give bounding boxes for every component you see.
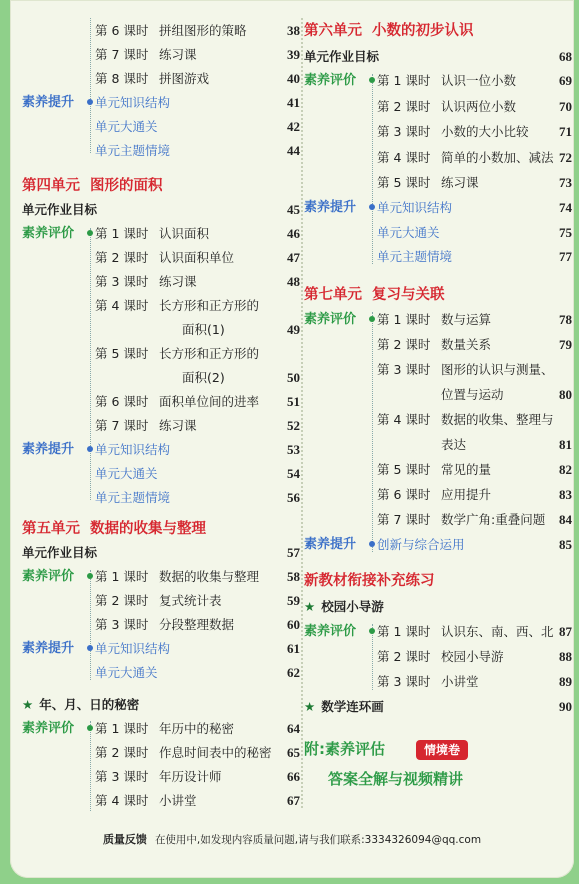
page-number: 66 — [287, 769, 300, 784]
lesson-title: 长方形和正方形的 — [159, 346, 260, 361]
unit-heading[interactable] — [304, 284, 572, 306]
page-number: 68 — [559, 49, 572, 64]
toc-row[interactable] — [22, 116, 300, 138]
lesson-number: 第 2 课时 — [95, 745, 149, 760]
special-title: 年、月、日的秘密 — [39, 697, 140, 712]
unit-name: 数据的收集与整理 — [90, 521, 206, 537]
page-number: 84 — [559, 512, 572, 527]
lesson-number: 第 6 课时 — [95, 23, 149, 38]
page-number: 52 — [287, 418, 300, 433]
lesson-number: 第 5 课时 — [377, 175, 431, 190]
ext-link: 单元知识结构 — [95, 442, 171, 457]
lesson-title: 复式统计表 — [159, 593, 222, 608]
lesson-number: 第 1 课时 — [377, 624, 431, 639]
lesson-title: 作息时间表中的秘密 — [159, 745, 272, 760]
ext-link: 单元大通关 — [95, 665, 158, 680]
lesson-number: 第 2 课时 — [377, 649, 431, 664]
unit-title — [22, 175, 163, 197]
star-icon: ★ — [304, 699, 316, 714]
star-icon: ★ — [22, 697, 34, 712]
lesson-number: 第 1 课时 — [95, 721, 149, 736]
lesson-number: 第 4 课时 — [377, 150, 431, 165]
page-number: 51 — [287, 394, 300, 409]
section-tag: 素养评价 — [304, 624, 357, 639]
section-tag: 素养评价 — [304, 312, 357, 327]
star-icon: ★ — [304, 599, 316, 614]
toc-row[interactable] — [22, 614, 300, 636]
lesson-title: 面积单位间的进率 — [159, 394, 260, 409]
page-number: 71 — [559, 124, 572, 139]
toc-row[interactable] — [22, 790, 300, 812]
page-number: 41 — [287, 95, 300, 110]
lesson-title: 认识面积 — [159, 226, 210, 241]
lesson-title: 数据的收集与整理 — [159, 569, 260, 584]
new-section-title: 新教材衔接补充练习 — [304, 573, 435, 589]
feedback-label: 质量反馈 — [102, 833, 147, 846]
ext-link: 单元大通关 — [95, 119, 158, 134]
answers-title: 答案全解与视频精讲 — [328, 770, 464, 788]
page-number: 65 — [287, 745, 300, 760]
lesson-title: 图形的认识与测量、 — [441, 362, 554, 377]
ext-link: 单元主题情境 — [95, 143, 171, 158]
toc-row[interactable] — [22, 92, 300, 114]
toc-row[interactable] — [304, 409, 572, 431]
toc-row[interactable] — [304, 534, 572, 556]
section-tag: 素养提升 — [22, 641, 75, 656]
unit-number: 第六单元 — [304, 23, 362, 39]
lesson-title-cont: 表达 — [441, 437, 467, 452]
toc-row[interactable] — [22, 415, 300, 437]
section-tag: 素养评价 — [22, 569, 75, 584]
lesson-title: 拼图游戏 — [159, 71, 210, 86]
lesson-title: 练习课 — [159, 418, 197, 433]
lesson-title: 认识面积单位 — [159, 250, 235, 265]
toc-row[interactable] — [304, 197, 572, 219]
lesson-number: 第 2 课时 — [377, 337, 431, 352]
toc-row[interactable] — [22, 487, 300, 509]
toc-row[interactable] — [304, 246, 572, 268]
unit-name: 小数的初步认识 — [372, 23, 474, 39]
page-number: 72 — [559, 150, 572, 165]
lesson-title: 长方形和正方形的 — [159, 298, 260, 313]
toc-row[interactable] — [22, 319, 300, 341]
lesson-number: 第 2 课时 — [377, 99, 431, 114]
section-tag: 素养评价 — [22, 721, 75, 736]
page-number: 73 — [559, 175, 572, 190]
page-number: 56 — [287, 490, 300, 505]
toc-row[interactable] — [304, 147, 572, 169]
page-number: 42 — [287, 119, 300, 134]
lesson-title: 年历中的秘密 — [159, 721, 235, 736]
lesson-number: 第 3 课时 — [377, 674, 431, 689]
lesson-title: 数学广角:重叠问题 — [441, 512, 546, 527]
page-number: 79 — [559, 337, 572, 352]
section-tag: 素养评价 — [22, 226, 75, 241]
lesson-title-cont: 面积(1) — [182, 322, 225, 337]
toc-row[interactable] — [304, 96, 572, 118]
page-number: 74 — [559, 200, 572, 215]
toc-row[interactable] — [304, 646, 572, 668]
page-number: 53 — [287, 442, 300, 457]
lesson-title: 小讲堂 — [441, 674, 479, 689]
page-number: 70 — [559, 99, 572, 114]
unit-title — [22, 518, 206, 540]
toc-row[interactable] — [22, 742, 300, 764]
section-tag: 素养提升 — [22, 95, 75, 110]
page-number: 89 — [559, 674, 572, 689]
page-number: 39 — [287, 47, 300, 62]
lesson-number: 第 4 课时 — [95, 793, 149, 808]
page-number: 80 — [559, 387, 572, 402]
special-heading[interactable] — [304, 596, 572, 618]
lesson-title: 数量关系 — [441, 337, 492, 352]
ext-link: 创新与综合运用 — [377, 537, 465, 552]
section-heading[interactable] — [304, 570, 572, 592]
lesson-title: 认识东、南、西、北 — [441, 624, 554, 639]
toc-row[interactable] — [304, 121, 572, 143]
lesson-number: 第 3 课时 — [95, 617, 149, 632]
page-number: 46 — [287, 226, 300, 241]
goal-title: 单元作业目标 — [304, 49, 380, 64]
page-number: 88 — [559, 649, 572, 664]
toc-row[interactable] — [304, 359, 572, 381]
lesson-number: 第 1 课时 — [377, 73, 431, 88]
lesson-number: 第 6 课时 — [95, 394, 149, 409]
page-number: 58 — [287, 569, 300, 584]
toc-row[interactable] — [304, 334, 572, 356]
toc-row[interactable] — [22, 718, 300, 740]
page-number: 50 — [287, 370, 300, 385]
lesson-number: 第 1 课时 — [95, 569, 149, 584]
toc-row[interactable] — [22, 391, 300, 413]
ext-link: 单元知识结构 — [95, 95, 171, 110]
toc-row[interactable] — [304, 309, 572, 331]
lesson-title: 数据的收集、整理与 — [441, 412, 554, 427]
ext-link: 单元知识结构 — [95, 641, 171, 656]
page-number: 67 — [287, 793, 300, 808]
lesson-title: 认识一位小数 — [441, 73, 517, 88]
unit-title — [304, 20, 474, 42]
unit-heading[interactable] — [22, 175, 300, 197]
lesson-title: 拼组图形的策略 — [159, 23, 247, 38]
toc-row[interactable] — [22, 566, 300, 588]
appendix-row[interactable] — [304, 738, 572, 764]
page-number: 49 — [287, 322, 300, 337]
toc-row[interactable] — [304, 459, 572, 481]
page-number: 87 — [559, 624, 572, 639]
lesson-number: 第 7 课时 — [95, 47, 149, 62]
lesson-title: 小数的大小比较 — [441, 124, 529, 139]
toc-row[interactable] — [22, 223, 300, 245]
lesson-title: 练习课 — [159, 47, 197, 62]
toc-row[interactable] — [22, 638, 300, 660]
page-number: 61 — [287, 641, 300, 656]
feedback-text: 在使用中,如发现内容质量问题,请与我们联系:3334326094@qq.com — [154, 834, 482, 846]
ext-link: 单元大通关 — [95, 466, 158, 481]
math-chain-title: 数学连环画 — [321, 699, 384, 714]
page-number: 54 — [287, 466, 300, 481]
page-number: 69 — [559, 73, 572, 88]
toc-row[interactable] — [22, 542, 300, 564]
lesson-title: 简单的小数加、减法 — [441, 150, 554, 165]
toc-row[interactable] — [304, 222, 572, 244]
toc-row[interactable] — [304, 172, 572, 194]
page-number: 82 — [559, 462, 572, 477]
lesson-title-cont: 位置与运动 — [441, 387, 504, 402]
ext-link: 单元主题情境 — [377, 249, 453, 264]
lesson-number: 第 3 课时 — [95, 274, 149, 289]
page-number: 78 — [559, 312, 572, 327]
lesson-title: 练习课 — [159, 274, 197, 289]
lesson-number: 第 5 课时 — [95, 346, 149, 361]
page-number: 47 — [287, 250, 300, 265]
lesson-number: 第 7 课时 — [377, 512, 431, 527]
toc-row[interactable] — [304, 434, 572, 456]
lesson-title: 应用提升 — [441, 487, 492, 502]
lesson-title: 分段整理数据 — [159, 617, 235, 632]
column-divider — [301, 18, 303, 808]
lesson-number: 第 3 课时 — [377, 362, 431, 377]
toc-row[interactable] — [22, 44, 300, 66]
unit-name: 复习与关联 — [372, 287, 445, 303]
lesson-title: 校园小导游 — [441, 649, 504, 664]
lesson-title: 认识两位小数 — [441, 99, 517, 114]
lesson-title: 小讲堂 — [159, 793, 197, 808]
toc-row[interactable] — [22, 662, 300, 684]
unit-number: 第四单元 — [22, 178, 80, 194]
unit-heading[interactable] — [304, 20, 572, 42]
toc-row[interactable] — [22, 766, 300, 788]
lesson-title: 数与运算 — [441, 312, 492, 327]
page-number: 38 — [287, 23, 300, 38]
lesson-number: 第 7 课时 — [95, 418, 149, 433]
toc-row[interactable] — [22, 199, 300, 221]
page-number: 45 — [287, 202, 300, 217]
lesson-number: 第 4 课时 — [95, 298, 149, 313]
page-number: 48 — [287, 274, 300, 289]
toc-row[interactable] — [304, 671, 572, 693]
toc-row[interactable] — [22, 271, 300, 293]
unit-name: 图形的面积 — [90, 178, 163, 194]
lesson-number: 第 4 课时 — [377, 412, 431, 427]
answers-row[interactable] — [304, 768, 572, 794]
footer — [10, 828, 574, 852]
lesson-number: 第 2 课时 — [95, 250, 149, 265]
toc-row[interactable] — [304, 621, 572, 643]
campus-title: 校园小导游 — [321, 599, 384, 614]
toc-page — [10, 0, 574, 878]
page-number: 90 — [559, 699, 572, 714]
lesson-number: 第 3 课时 — [95, 769, 149, 784]
lesson-number: 第 5 课时 — [377, 462, 431, 477]
page-number: 40 — [287, 71, 300, 86]
toc-row[interactable] — [22, 20, 300, 42]
toc-row[interactable] — [304, 384, 572, 406]
page-number: 81 — [559, 437, 572, 452]
page-number: 85 — [559, 537, 572, 552]
toc-row[interactable] — [304, 46, 572, 68]
toc-row[interactable] — [22, 590, 300, 612]
toc-row[interactable] — [22, 140, 300, 162]
section-tag: 素养提升 — [22, 442, 75, 457]
appendix-badge: 情境卷 — [416, 740, 468, 760]
toc-row[interactable] — [22, 367, 300, 389]
toc-row[interactable] — [304, 484, 572, 506]
toc-row[interactable] — [304, 696, 572, 718]
toc-row[interactable] — [22, 295, 300, 317]
goal-title: 单元作业目标 — [22, 202, 98, 217]
page-number: 60 — [287, 617, 300, 632]
section-tag: 素养提升 — [304, 537, 357, 552]
toc-row[interactable] — [22, 343, 300, 365]
toc-row[interactable] — [304, 70, 572, 92]
lesson-number: 第 2 课时 — [95, 593, 149, 608]
page-number: 57 — [287, 545, 300, 560]
ext-link: 单元知识结构 — [377, 200, 453, 215]
lesson-number: 第 1 课时 — [95, 226, 149, 241]
unit-heading[interactable] — [22, 518, 300, 540]
appendix-title: 附:素养评估 — [304, 740, 385, 758]
page-number: 77 — [559, 249, 572, 264]
page-number: 62 — [287, 665, 300, 680]
lesson-title-cont: 面积(2) — [182, 370, 225, 385]
lesson-title: 练习课 — [441, 175, 479, 190]
section-tag: 素养提升 — [304, 200, 357, 215]
lesson-number: 第 8 课时 — [95, 71, 149, 86]
ext-link: 单元主题情境 — [95, 490, 171, 505]
toc-row[interactable] — [22, 247, 300, 269]
toc-row[interactable] — [22, 463, 300, 485]
toc-row[interactable] — [304, 509, 572, 531]
page-number: 83 — [559, 487, 572, 502]
page-number: 59 — [287, 593, 300, 608]
unit-number: 第七单元 — [304, 287, 362, 303]
page-number: 44 — [287, 143, 300, 158]
page-number: 64 — [287, 721, 300, 736]
toc-row[interactable] — [22, 439, 300, 461]
section-tag: 素养评价 — [304, 73, 357, 88]
ext-link: 单元大通关 — [377, 225, 440, 240]
lesson-number: 第 6 课时 — [377, 487, 431, 502]
goal-title: 单元作业目标 — [22, 545, 98, 560]
lesson-title: 常见的量 — [441, 462, 492, 477]
toc-row[interactable] — [22, 68, 300, 90]
lesson-number: 第 3 课时 — [377, 124, 431, 139]
lesson-title: 年历设计师 — [159, 769, 222, 784]
unit-title — [304, 284, 445, 306]
lesson-number: 第 1 课时 — [377, 312, 431, 327]
unit-number: 第五单元 — [22, 521, 80, 537]
special-heading[interactable] — [22, 694, 300, 716]
page-number: 75 — [559, 225, 572, 240]
